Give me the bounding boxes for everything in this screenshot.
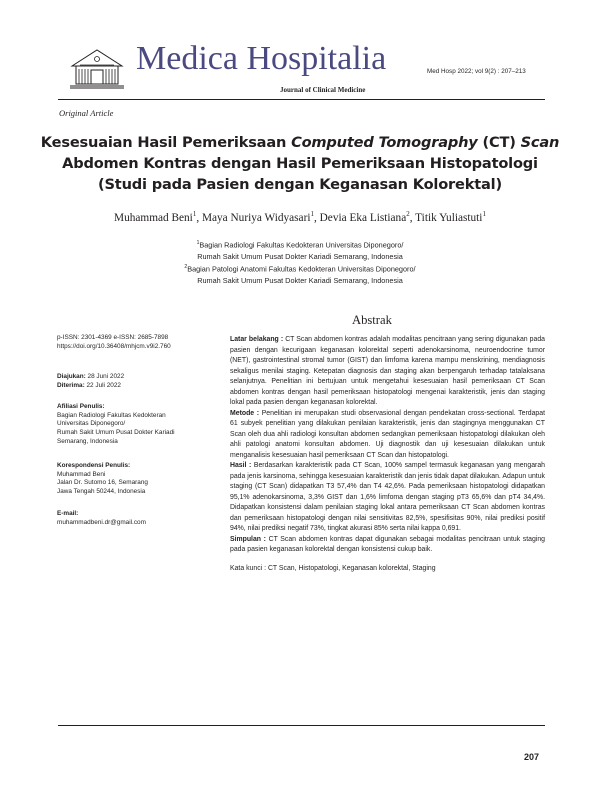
title-line-1 — [40, 132, 560, 153]
doi-link[interactable]: https://doi.org/10.36408/mhjcm.v9i2.760 — [57, 342, 171, 350]
section-heading-text: Korespondensi Penulis: — [57, 462, 131, 469]
title-italic: Scan — [520, 134, 560, 151]
abstract-text: CT Scan abdomen kontras dapat digunakan sebagai modalitas pencitraan untuk staging pada pasien keganasan kolorektal dengan konsistensi cukup baik. — [230, 535, 545, 553]
correspondence-detail: Jalan Dr. Sutomo 16, Semarang — [57, 479, 148, 487]
abstract-label: Metode : — [230, 409, 260, 417]
abstract-label: Hasil : — [230, 462, 252, 469]
author-name: Muhammad Beni — [114, 211, 193, 224]
affiliation-list — [140, 238, 460, 286]
footer-divider — [58, 725, 545, 726]
issn: p-ISSN: 2301-4369 e-ISSN: 2685-7898 — [57, 334, 169, 341]
affiliation-detail: Semarang, Indonesia — [57, 437, 118, 445]
abstract-keywords — [230, 564, 545, 575]
affiliation-sup: 1 — [196, 240, 200, 246]
submitted-value: 28 Juni 2022 — [87, 373, 125, 380]
author-affiliation-block — [57, 403, 217, 447]
author-list: Muhammad Beni$^1$, Maya Nuriya Widyasari$^1$, Devia Eka Listiana$^2$, Titik Yuliastuti$^1$ — [114, 210, 486, 224]
title-line-2: Abdomen Kontras dengan Hasil Pemeriksaan Histopatologi — [62, 155, 538, 172]
author-sup: 1 — [482, 210, 486, 218]
section-heading-text: E-mail: — [57, 510, 79, 517]
abstract-text: Berdasarkan karakteristik pada CT Scan, 100% sampel termasuk keganasan yang mengarah pada jenis karsinoma, sehingga kesesuaian karakteristik dan jenis tidak dapat dilakukan. Adapun untuk staging (CT Scan) didapatkan T3 57,4% dan T4 42,6%. Pada pemeriksaan histopatologi didapatkan 95,1% adenokarsinoma, 3,3% GIST dan 1,6% limfoma dengan staging pT3 65,6% dan pT4 34,4%. Didapatkan konsistensi dalam penilaian staging lokal antara pemeriksaan CT Scan abdomen kontras dan pemeriksaan histopatologi dengan nilai sensitivitas 82,5%, spesifisitas 90%, nilai prediksi positif 94%, nilai prediksi negatif 73%, tingkat akurasi 85% serta nilai kappa 0,691. — [230, 462, 545, 532]
section-heading — [57, 403, 217, 412]
keywords-label: Kata kunci : — [230, 564, 267, 572]
accepted-value: 22 Juli 2022 — [86, 381, 121, 389]
correspondence-detail: Muhammad Beni — [57, 470, 106, 478]
abstract-text: Penelitian ini merupakan studi observasional dengan pendekatan cross-sectional. Terdapat 61 subyek penelitian yang dilakukan penilaian karakteristik, jenis dan stagingnya menggunakan CT Scan oleh dua ahli radiologi konsultan abdomen sedangkan pemeriksaan histopatologi dilakukan oleh ahli patologi anatomi konsultan abdomen. Uji diagnostik dan uji kesesuaian dilakukan untuk menganalisis kesesuaian hasil pemeriksaan CT Scan dan histopatologi. — [230, 409, 546, 459]
affiliation-detail: Rumah Sakit Umum Pusat Dokter Kariadi — [57, 429, 175, 437]
article-type: Original Article — [59, 108, 114, 118]
affiliation-line — [140, 262, 460, 275]
affiliation-detail: Universitas Diponegoro/ — [57, 420, 126, 428]
submitted-date — [57, 373, 217, 382]
journal-name: Medica Hospitalia — [136, 40, 387, 77]
abstract-background — [230, 335, 545, 409]
title-italic: Computed Tomography — [291, 134, 478, 151]
abstract-label: Simpulan : — [230, 535, 266, 543]
affiliation-line: Rumah Sakit Umum Pusat Dokter Kariadi Semarang, Indonesia — [197, 276, 403, 286]
affiliation-line — [140, 238, 460, 251]
title-line-3: (Studi pada Pasien dengan Keganasan Kolorektal) — [98, 176, 502, 193]
affiliation-sup: 2 — [184, 264, 188, 271]
journal-logo-icon — [68, 44, 126, 90]
dates-block — [57, 373, 217, 390]
author-sup: 1 — [310, 210, 314, 218]
correspondence-detail: Jawa Tengah 50244, Indonesia — [57, 488, 146, 496]
abstract-label: Latar belakang : — [230, 336, 284, 343]
section-heading-text: Afiliasi Penulis: — [57, 403, 105, 410]
issn-block — [57, 334, 217, 351]
section-heading — [57, 462, 217, 471]
journal-subtitle: Journal of Clinical Medicine — [280, 86, 366, 94]
author-name: Titik Yuliastuti — [415, 211, 483, 224]
abstract-heading: Abstrak — [352, 313, 392, 327]
author-sup: 2 — [406, 210, 410, 218]
abstract-methods — [230, 409, 545, 462]
accepted-date — [57, 382, 217, 391]
affiliation-text: Bagian Patologi Anatomi Fakultas Kedokteran Universitas Diponegoro/ — [187, 264, 416, 274]
email-link[interactable]: muhammadbeni.dr@gmail.com — [57, 518, 146, 526]
page-number: 207 — [524, 752, 540, 762]
abstract-results — [230, 461, 545, 535]
section-heading — [57, 510, 217, 519]
article-title — [40, 132, 560, 195]
accepted-label: Diterima: — [57, 381, 85, 389]
correspondence-block — [57, 462, 217, 497]
affiliation-text: Bagian Radiologi Fakultas Kedokteran Universitas Diponegoro/ — [199, 240, 404, 250]
author-sup: 1 — [192, 210, 197, 218]
keywords-text: CT Scan, Histopatologi, Keganasan kolorektal, Staging — [267, 564, 436, 572]
author-name: Maya Nuriya Widyasari — [201, 211, 311, 224]
author-name: Devia Eka Listiana — [319, 211, 407, 224]
abstract-conclusion — [230, 535, 545, 556]
abstract-text: CT Scan abdomen kontras adalah modalitas pencitraan yang sering digunakan pada pasien dengan kecurigaan keganasan kolorektal seperti adenokarsinoma, neuroendocrine tumor (NET), gastrointestinal stromal tumor (GIST) dan limfoma karena mampu menskrining, mendiagnosis sekaligus menilai staging. Ketepatan diagnosis dan staging akan berpengaruh terhadap tatalaksana selanjutnya. Penelitian ini bertujuan untuk mengetahui kesesuaian hasil pemeriksaan CT Scan abdomen kontras dengan hasil pemeriksaan histopatologi mengenai karakteristik, jenis dan staging lokal pada pasien dengan keganasan kolorektal. — [230, 336, 545, 406]
header-divider — [58, 99, 545, 100]
abstract-body — [230, 335, 545, 574]
submitted-label: Diajukan: — [57, 373, 86, 380]
title-text: Kesesuaian Hasil Pemeriksaan — [40, 134, 292, 151]
journal-citation: Med Hosp 2022; vol 9(2) : 207–213 — [427, 68, 526, 75]
affiliation-line: Rumah Sakit Umum Pusat Dokter Kariadi Semarang, Indonesia — [197, 251, 403, 261]
title-text: (CT) — [477, 134, 521, 151]
email-block — [57, 510, 217, 527]
affiliation-detail: Bagian Radiologi Fakultas Kedokteran — [57, 411, 166, 419]
